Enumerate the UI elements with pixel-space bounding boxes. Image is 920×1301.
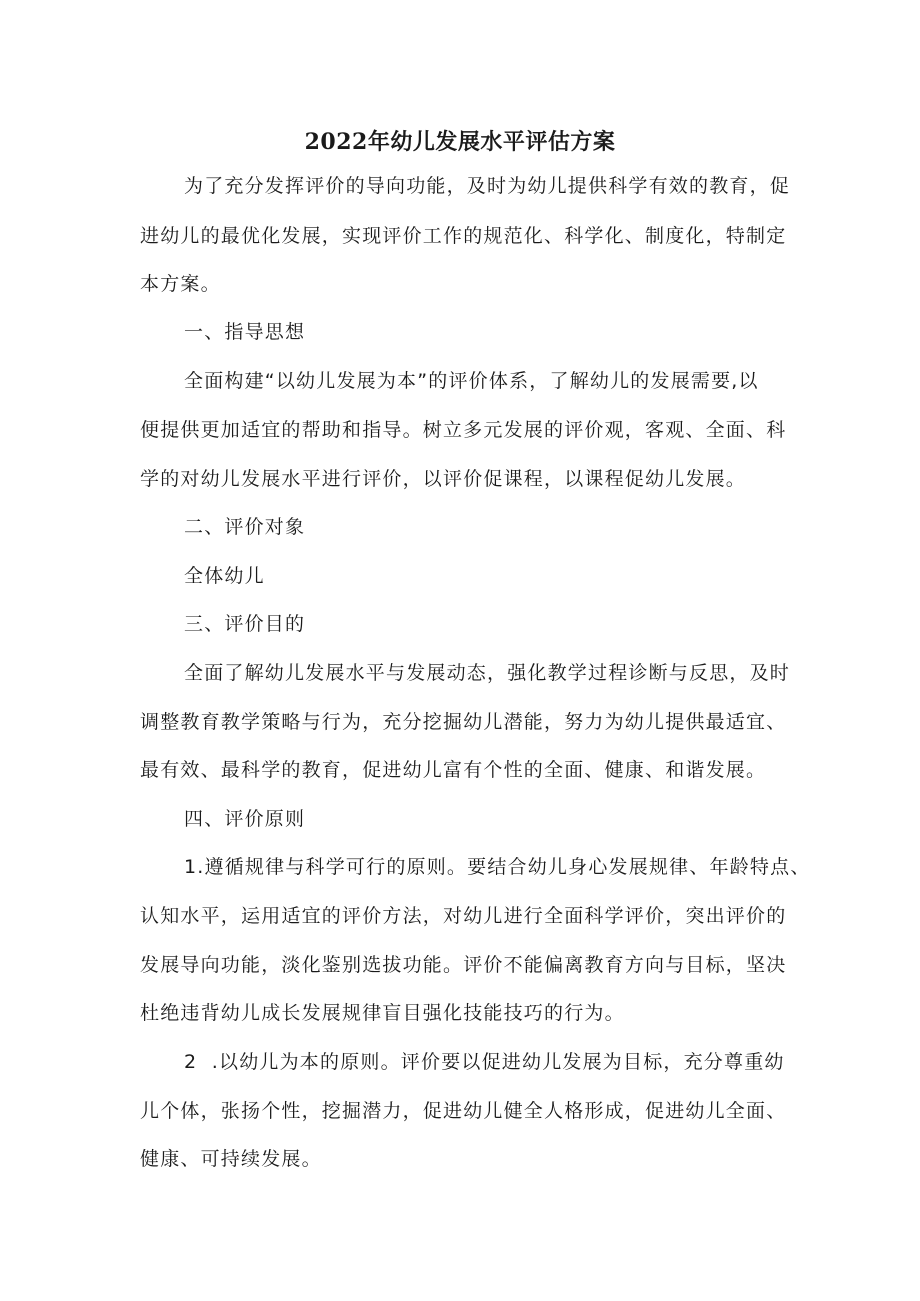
paragraph-line: 认知水平，运用适宜的评价方法，对幼儿进行全面科学评价，突出评价的 — [140, 905, 787, 927]
paragraph-line: 调整教育教学策略与行为，充分挖掘幼儿潜能，努力为幼儿提供最适宜、 — [140, 711, 787, 733]
paragraph-line: 2 .以幼儿为本的原则。评价要以促进幼儿发展为目标，充分尊重幼 — [184, 1051, 785, 1073]
document-title: 2022年幼儿发展水平评估方案 — [304, 129, 616, 155]
paragraph-line: 进幼儿的最优化发展，实现评价工作的规范化、科学化、制度化，特制定 — [140, 225, 787, 247]
paragraph-line: 学的对幼儿发展水平进行评价，以评价促课程，以课程促幼儿发展。 — [140, 468, 747, 490]
paragraph-line: 便提供更加适宜的帮助和指导。树立多元发展的评价观，客观、全面、科 — [140, 419, 787, 441]
paragraph-line: 全面了解幼儿发展水平与发展动态，强化教学过程诊断与反思，及时 — [184, 662, 791, 684]
section-heading: 二、评价对象 — [184, 516, 306, 538]
section-heading: 一、指导思想 — [184, 321, 306, 343]
paragraph-line: 全面构建“以幼儿发展为本”的评价体系，了解幼儿的发展需要,以 — [184, 370, 759, 392]
paragraph-line: 杜绝违背幼儿成长发展规律盲目强化技能技巧的行为。 — [140, 1002, 625, 1024]
paragraph-line: 儿个体，张扬个性，挖掘潜力，促进幼儿健全人格形成，促进幼儿全面、 — [140, 1100, 787, 1122]
paragraph-line: 最有效、最科学的教育，促进幼儿富有个性的全面、健康、和谐发展。 — [140, 759, 767, 781]
paragraph-line: 本方案。 — [140, 273, 221, 295]
paragraph-line: 全体幼儿 — [184, 565, 265, 587]
paragraph-line: 1.遵循规律与科学可行的原则。要结合幼儿身心发展规律、年龄特点、 — [184, 856, 811, 878]
section-heading: 三、评价目的 — [184, 613, 306, 635]
section-heading: 四、评价原则 — [184, 808, 306, 830]
paragraph-line: 发展导向功能，淡化鉴别选拔功能。评价不能偏离教育方向与目标，坚决 — [140, 954, 787, 976]
paragraph-line: 健康、可持续发展。 — [140, 1148, 322, 1170]
paragraph-line: 为了充分发挥评价的导向功能，及时为幼儿提供科学有效的教育，促 — [184, 175, 791, 197]
